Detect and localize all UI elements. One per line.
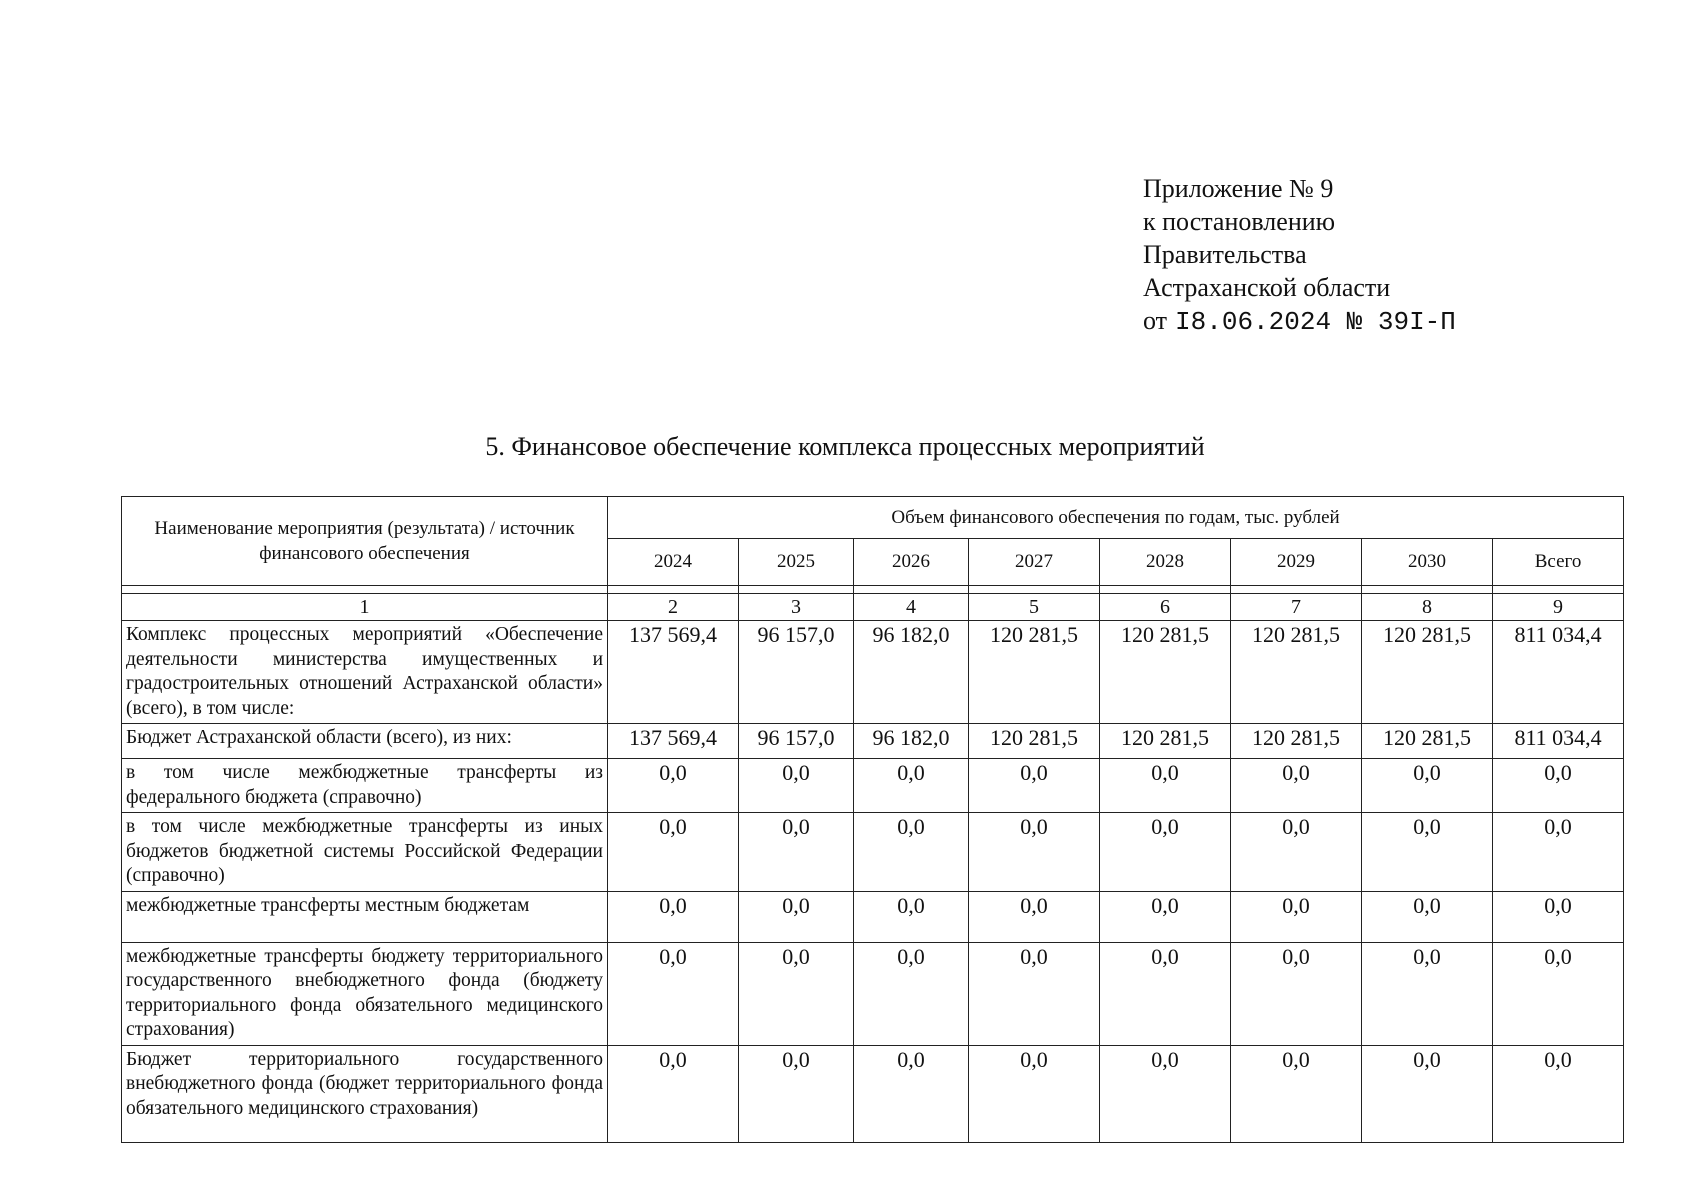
column-number-cell: 6 (1100, 594, 1231, 621)
row-value-cell: 0,0 (739, 942, 854, 1045)
row-value-cell: 0,0 (1100, 813, 1231, 892)
column-number-cell: 8 (1362, 594, 1493, 621)
row-value-cell: 120 281,5 (969, 621, 1100, 724)
column-numbers-row (122, 594, 1624, 621)
table-body (122, 586, 1624, 1143)
header-name-cell: Наименование мероприятия (результата) / источник финансового обеспечения (122, 497, 608, 586)
header-year-cell: 2028 (1100, 539, 1231, 586)
appendix-block (1143, 172, 1456, 339)
row-value-cell: 0,0 (608, 759, 739, 813)
row-value-cell: 0,0 (854, 759, 969, 813)
column-number-cell: 4 (854, 594, 969, 621)
appendix-region: Астраханской области (1143, 273, 1391, 302)
row-value-cell: 0,0 (1100, 759, 1231, 813)
header-year-cell: 2025 (739, 539, 854, 586)
row-name-cell: межбюджетные трансферты местным бюджетам (122, 891, 608, 942)
column-number-cell: 1 (122, 594, 608, 621)
row-value-cell: 0,0 (854, 942, 969, 1045)
row-value-cell: 811 034,4 (1493, 724, 1624, 759)
row-value-cell: 0,0 (1362, 942, 1493, 1045)
row-name-cell: Комплекс процессных мероприятий «Обеспечение деятельности министерства имущественных и градостроительных отношений Астраханской области» (всего), в том числе: (122, 621, 608, 724)
row-value-cell: 0,0 (969, 942, 1100, 1045)
appendix-date-prefix: от (1143, 306, 1168, 335)
row-value-cell: 0,0 (1231, 1045, 1362, 1142)
column-number-cell: 9 (1493, 594, 1624, 621)
appendix-date-stamp: I8.06.2024 № 39I-П (1175, 307, 1456, 337)
table-row (122, 813, 1624, 892)
appendix-to-resolution: к постановлению (1143, 207, 1336, 236)
row-value-cell: 0,0 (854, 891, 969, 942)
row-name-cell: в том числе межбюджетные трансферты из иных бюджетов бюджетной системы Российской Федерации (справочно) (122, 813, 608, 892)
row-value-cell: 811 034,4 (1493, 621, 1624, 724)
row-value-cell: 120 281,5 (1362, 621, 1493, 724)
column-number-cell: 3 (739, 594, 854, 621)
row-value-cell: 0,0 (1231, 942, 1362, 1045)
row-value-cell: 0,0 (608, 1045, 739, 1142)
table-row (122, 621, 1624, 724)
row-value-cell: 0,0 (739, 759, 854, 813)
header-year-cell: 2029 (1231, 539, 1362, 586)
column-number-cell: 2 (608, 594, 739, 621)
row-value-cell: 120 281,5 (1231, 724, 1362, 759)
row-name-cell: межбюджетные трансферты бюджету территориального государственного внебюджетного фонда (бюджету территориального фонда обязательного медицинского страхования) (122, 942, 608, 1045)
row-value-cell: 0,0 (1231, 891, 1362, 942)
header-year-cell: 2027 (969, 539, 1100, 586)
header-volume-cell: Объем финансового обеспечения по годам, тыс. рублей (608, 497, 1624, 539)
row-value-cell: 0,0 (1100, 942, 1231, 1045)
row-value-cell: 0,0 (1362, 759, 1493, 813)
header-spacer-row (122, 586, 1624, 594)
row-value-cell: 0,0 (1493, 942, 1624, 1045)
row-value-cell: 0,0 (854, 1045, 969, 1142)
row-value-cell: 120 281,5 (1100, 724, 1231, 759)
row-value-cell: 0,0 (969, 891, 1100, 942)
row-value-cell: 0,0 (969, 813, 1100, 892)
header-year-cell: Всего (1493, 539, 1624, 586)
row-value-cell: 0,0 (739, 1045, 854, 1142)
table-row (122, 942, 1624, 1045)
row-value-cell: 0,0 (608, 891, 739, 942)
table-row (122, 1045, 1624, 1142)
row-value-cell: 0,0 (854, 813, 969, 892)
header-year-cell: 2030 (1362, 539, 1493, 586)
row-value-cell: 0,0 (1362, 1045, 1493, 1142)
row-value-cell: 0,0 (1493, 891, 1624, 942)
row-value-cell: 0,0 (608, 942, 739, 1045)
row-name-cell: в том числе межбюджетные трансферты из федерального бюджета (справочно) (122, 759, 608, 813)
appendix-number: Приложение № 9 (1143, 174, 1334, 203)
table-row (122, 724, 1624, 759)
row-value-cell: 120 281,5 (1362, 724, 1493, 759)
appendix-government: Правительства (1143, 240, 1307, 269)
row-value-cell: 0,0 (969, 759, 1100, 813)
row-value-cell: 0,0 (1362, 891, 1493, 942)
financing-table (121, 496, 1624, 1143)
header-year-cell: 2024 (608, 539, 739, 586)
row-value-cell: 0,0 (1231, 813, 1362, 892)
row-value-cell: 137 569,4 (608, 621, 739, 724)
row-value-cell: 0,0 (739, 813, 854, 892)
row-value-cell: 0,0 (1100, 1045, 1231, 1142)
row-value-cell: 96 182,0 (854, 621, 969, 724)
row-name-cell: Бюджет Астраханской области (всего), из них: (122, 724, 608, 759)
table-row (122, 891, 1624, 942)
row-value-cell: 0,0 (739, 891, 854, 942)
appendix-date-line (1143, 304, 1456, 339)
row-value-cell: 137 569,4 (608, 724, 739, 759)
row-value-cell: 0,0 (608, 813, 739, 892)
row-name-cell: Бюджет территориального государственного внебюджетного фонда (бюджет территориального фонда обязательного медицинского страхования) (122, 1045, 608, 1142)
table-row (122, 759, 1624, 813)
section-title: 5. Финансовое обеспечение комплекса процессных мероприятий (485, 432, 1205, 461)
row-value-cell: 120 281,5 (969, 724, 1100, 759)
row-value-cell: 0,0 (1100, 891, 1231, 942)
row-value-cell: 0,0 (1493, 813, 1624, 892)
row-value-cell: 0,0 (1493, 759, 1624, 813)
row-value-cell: 0,0 (969, 1045, 1100, 1142)
row-value-cell: 96 157,0 (739, 724, 854, 759)
column-number-cell: 5 (969, 594, 1100, 621)
row-value-cell: 0,0 (1231, 759, 1362, 813)
row-value-cell: 0,0 (1362, 813, 1493, 892)
column-number-cell: 7 (1231, 594, 1362, 621)
row-value-cell: 120 281,5 (1100, 621, 1231, 724)
row-value-cell: 96 182,0 (854, 724, 969, 759)
row-value-cell: 96 157,0 (739, 621, 854, 724)
row-value-cell: 0,0 (1493, 1045, 1624, 1142)
row-value-cell: 120 281,5 (1231, 621, 1362, 724)
header-year-cell: 2026 (854, 539, 969, 586)
